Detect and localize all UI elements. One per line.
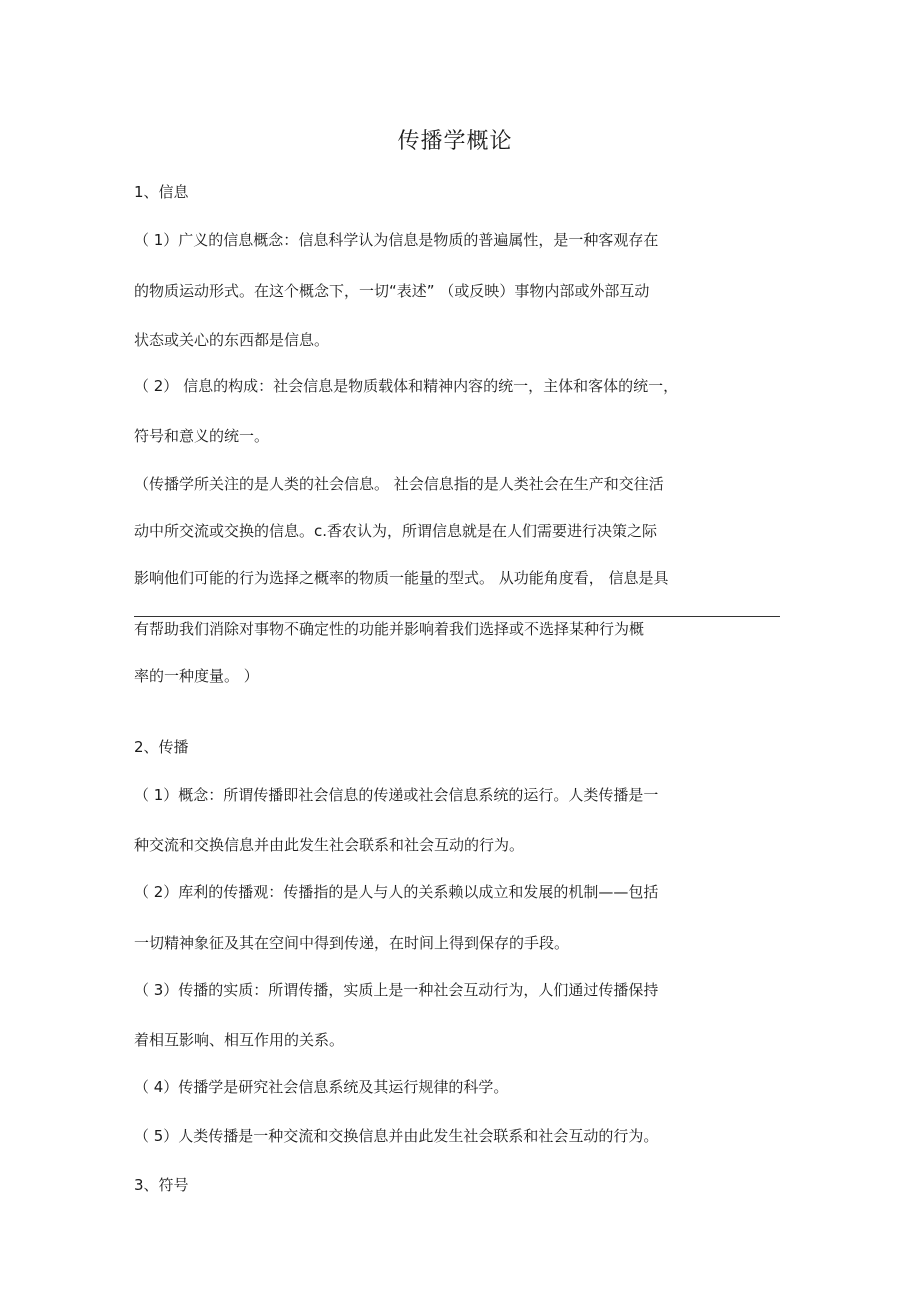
- paragraph-line: （ 3）传播的实质：所谓传播，实质上是一种社会互动行为，人们通过传播保持: [134, 981, 659, 999]
- section-heading-communication: 2、传播: [134, 738, 189, 756]
- section-heading-information: 1、信息: [134, 183, 189, 201]
- paragraph-line: （传播学所关注的是人类的社会信息。 社会信息指的是人类社会在生产和交往活: [134, 475, 664, 493]
- paragraph-line: 状态或关心的东西都是信息。: [134, 331, 330, 349]
- paragraph-line: 符号和意义的统一。: [134, 427, 270, 445]
- paragraph-line: 有帮助我们消除对事物不确定性的功能并影响着我们选择或不选择某种行为概: [134, 620, 645, 638]
- paragraph-line: 率的一种度量。 ）: [134, 667, 259, 685]
- paragraph-line: 的物质运动形式。在这个概念下，一切“表述” （或反映）事物内部或外部互动: [134, 282, 650, 300]
- paragraph-line: （ 2） 信息的构成：社会信息是物质载体和精神内容的统一，主体和客体的统一，: [134, 377, 679, 395]
- page-title: 传播学概论: [397, 129, 513, 154]
- horizontal-rule: [134, 616, 780, 617]
- paragraph-line: 一切精神象征及其在空间中得到传递，在时间上得到保存的手段。: [134, 934, 570, 952]
- paragraph-line: 影响他们可能的行为选择之概率的物质一能量的型式。 从功能角度看， 信息是具: [134, 569, 669, 587]
- paragraph-line: （ 5）人类传播是一种交流和交换信息并由此发生社会联系和社会互动的行为。: [134, 1127, 659, 1145]
- paragraph-line: 种交流和交换信息并由此发生社会联系和社会互动的行为。: [134, 836, 525, 854]
- paragraph-line: （ 4）传播学是研究社会信息系统及其运行规律的科学。: [134, 1078, 509, 1096]
- paragraph-line: （ 1）广义的信息概念：信息科学认为信息是物质的普遍属性，是一种客观存在: [134, 231, 659, 249]
- paragraph-line: 动中所交流或交换的信息。c.香农认为，所谓信息就是在人们需要进行决策之际: [134, 522, 658, 540]
- paragraph-line: （ 1）概念：所谓传播即社会信息的传递或社会信息系统的运行。人类传播是一: [134, 786, 659, 804]
- paragraph-line: （ 2）库利的传播观：传播指的是人与人的关系赖以成立和发展的机制——包括: [134, 883, 659, 901]
- paragraph-line: 着相互影响、相互作用的关系。: [134, 1031, 345, 1049]
- section-heading-symbol: 3、符号: [134, 1176, 189, 1194]
